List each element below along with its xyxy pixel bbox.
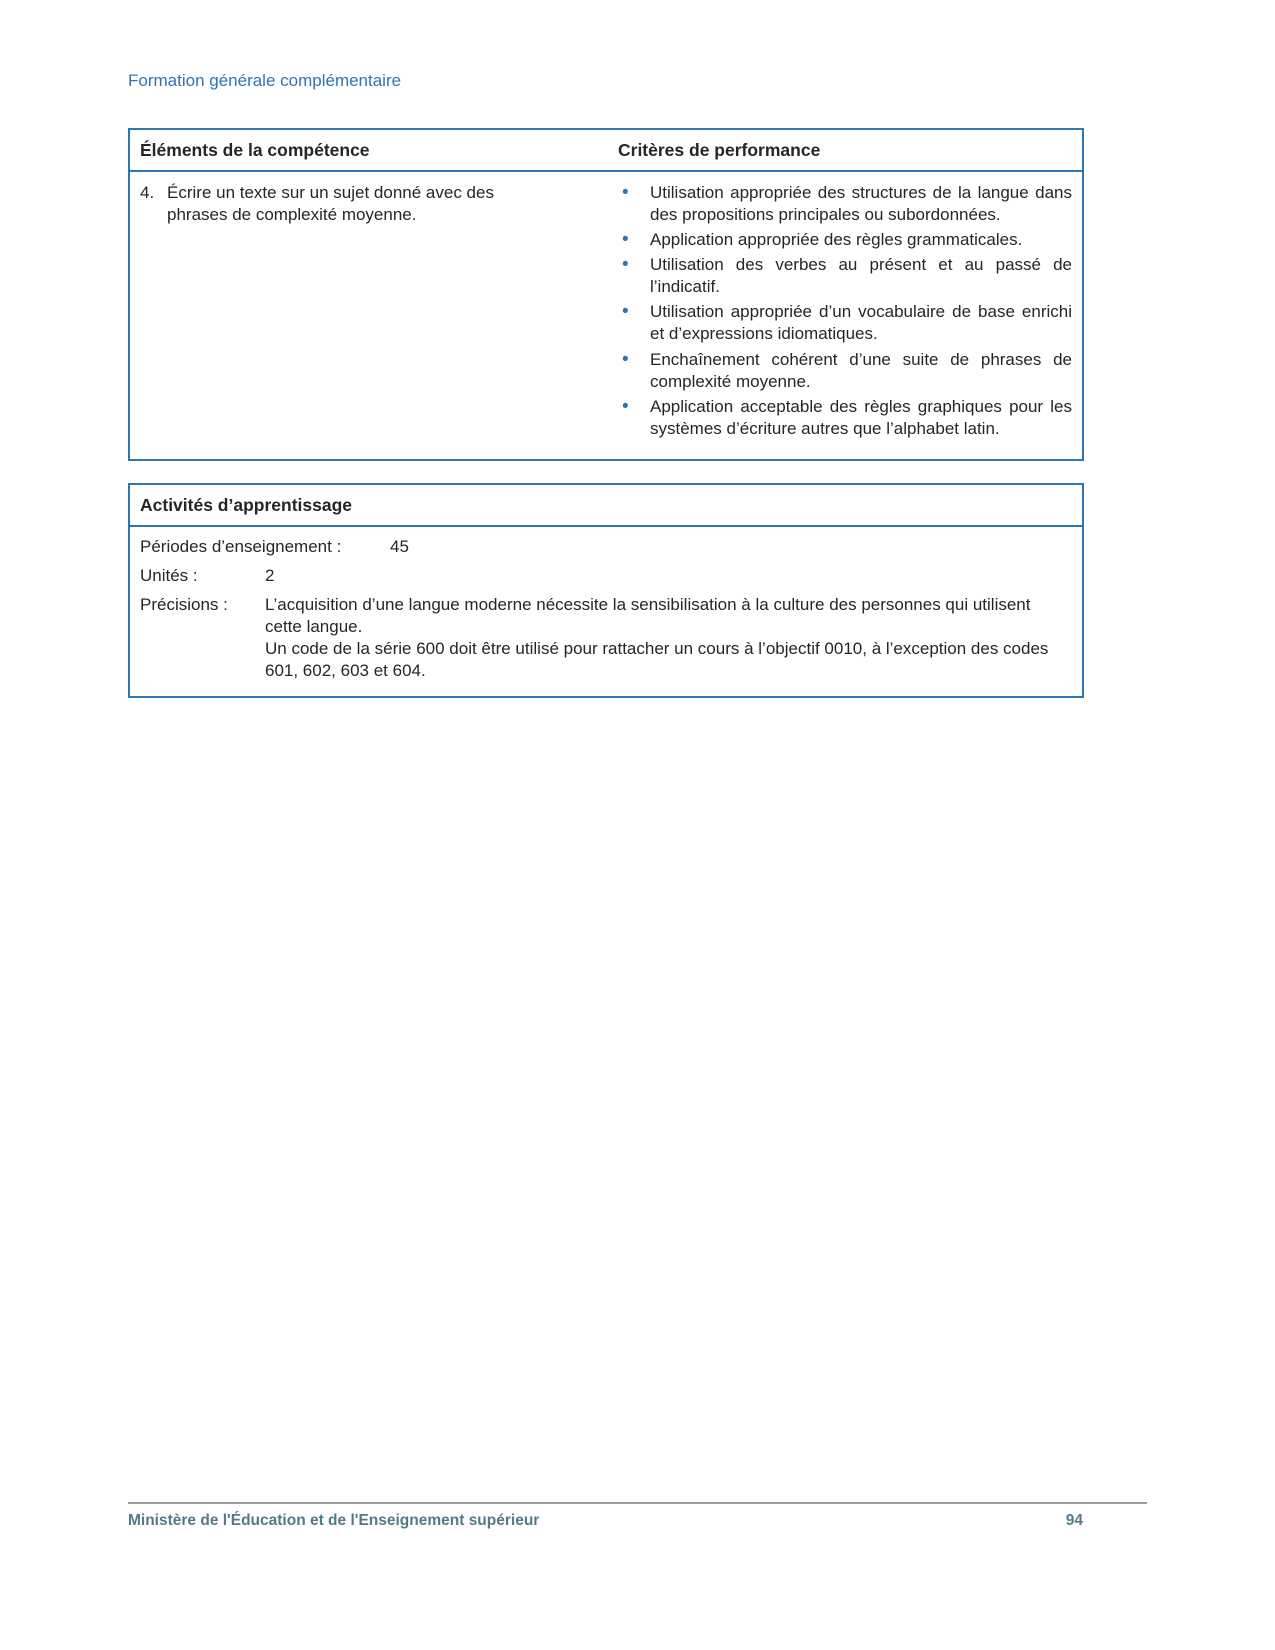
competence-table-body: [130, 172, 1082, 459]
element-cell: [130, 172, 608, 459]
criteria-item: • Enchaînement cohérent d’une suite de phrases de complexité moyenne.: [614, 349, 1072, 393]
activities-table: [128, 483, 1084, 698]
footer-row: [128, 1511, 1083, 1531]
precisions-text: [265, 594, 1072, 682]
precisions-label: Précisions :: [140, 594, 228, 614]
activities-body: [130, 527, 1082, 697]
column-header-criteria: Critères de performance: [618, 140, 821, 161]
precisions-paragraph: Un code de la série 600 doit être utilisé pour rattacher un cours à l’objectif 0010, à l’exception des codes 601, 602, 603 et 604.: [265, 639, 1049, 681]
page-content: [0, 0, 1275, 698]
activities-title: Activités d’apprentissage: [130, 485, 1082, 527]
criteria-cell: [608, 172, 1082, 459]
periods-label: Périodes d’enseignement :: [140, 536, 342, 556]
unites-label: Unités :: [140, 565, 198, 585]
precisions-row: [140, 594, 1072, 682]
column-header-elements: Éléments de la compétence: [140, 140, 370, 161]
element-text: Écrire un texte sur un sujet donné avec des phrases de complexité moyenne.: [167, 182, 494, 224]
element-number: 4.: [140, 182, 155, 202]
criteria-item: • Utilisation appropriée des structures de la langue dans des propositions principales ou subordonnées.: [614, 182, 1072, 226]
precisions-paragraph: L’acquisition d’une langue moderne nécessite la sensibilisation à la culture des personnes qui utilisent cette langue.: [265, 594, 1031, 636]
criteria-item: • Application acceptable des règles graphiques pour les systèmes d’écriture autres que l’alphabet latin.: [614, 396, 1072, 440]
criteria-item: • Application appropriée des règles grammaticales.: [614, 229, 1072, 251]
competence-table: [128, 128, 1084, 461]
footer-ministry: Ministère de l'Éducation et de l'Enseignement supérieur: [128, 1512, 540, 1529]
element-item: [140, 182, 548, 226]
periods-value: 45: [390, 536, 409, 556]
criteria-list: [614, 182, 1072, 440]
competence-table-header: [130, 130, 1082, 172]
criteria-item: • Utilisation des verbes au présent et au passé de l’indicatif.: [614, 254, 1072, 298]
page-footer: [128, 1502, 1147, 1531]
unites-row: [140, 565, 1072, 587]
criteria-item: • Utilisation appropriée d’un vocabulaire de base enrichi et d’expressions idiomatiques.: [614, 301, 1072, 345]
periods-row: [140, 536, 1072, 558]
footer-page-number: 94: [1065, 1512, 1083, 1529]
running-header: Formation générale complémentaire: [128, 71, 402, 90]
unites-value: 2: [265, 565, 275, 585]
